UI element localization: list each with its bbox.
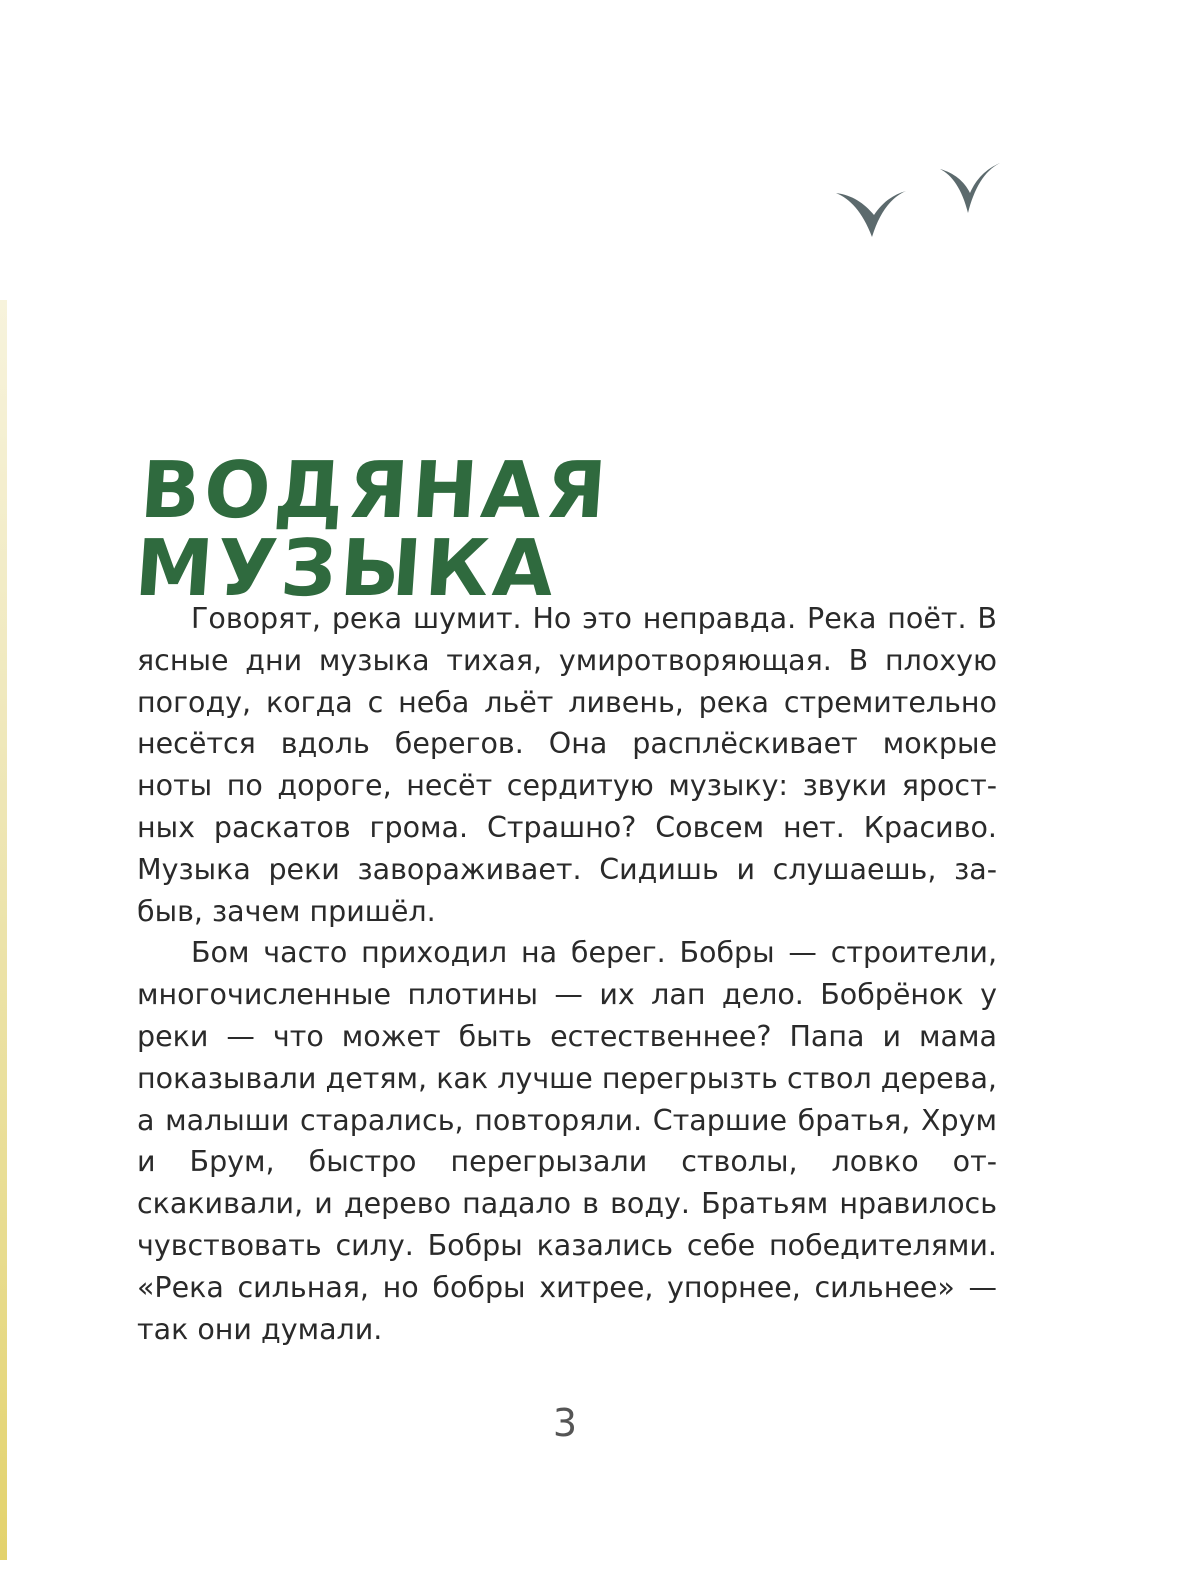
bird-left-icon [836,191,906,237]
body-text [137,598,997,1350]
chapter-title: ВОДЯНАЯ МУЗЫКА [132,446,613,614]
page-number: 3 [552,1401,578,1445]
two-birds-icon [830,155,1010,255]
bird-right-icon [940,163,1000,213]
page-edge-strip [0,300,7,1560]
paragraph-2: Бом часто приходил на берег. Бобры — строители, многочисленные плотины — их лап дело. Бобрёнок у реки — что может быть естественнее? Папа и мама показывали детям, как лучше перегрызть ствол дерева, а малыши старались, повторяли. Старшие братья, Хрум и Брум, быстро перегрызали стволы, ловко отскакивали, и дерево падало в воду. Братьям нравилось чувствовать силу. Бобры казались себе победителями. «Река сильная, но бобры хитрее, упорнее, сильнее» — так они думали. [137,936,997,1346]
paragraph-1: Говорят, река шумит. Но это неправда. Река поёт. В ясные дни музыка тихая, умиротворяющая. В плохую погоду, когда с неба льёт ливень, река стремительно несётся вдоль берегов. Она расплёскивает мокрые ноты по дороге, несёт сердитую музыку: звуки яростных раскатов грома. Страшно? Совсем нет. Красиво. Музыка реки завораживает. Сидишь и слушаешь, забыв, зачем пришёл. [137,602,997,928]
